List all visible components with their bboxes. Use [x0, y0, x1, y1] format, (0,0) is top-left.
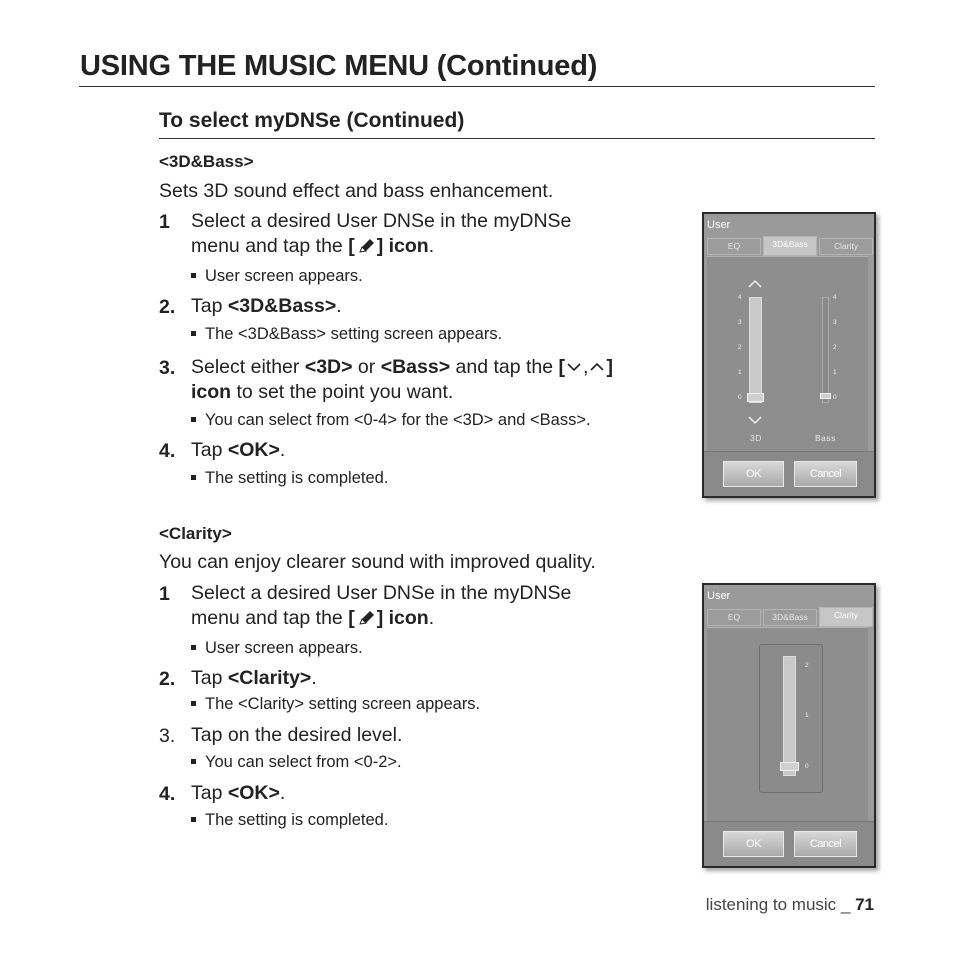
- tab-3dbass[interactable]: 3D&Bass: [763, 609, 817, 626]
- bass3d-step1: [191, 209, 571, 259]
- pen-icon: [355, 607, 377, 629]
- bass3d-step1-line1: Select a desired User DNSe in the myDNSe: [191, 210, 572, 232]
- button-bar: [704, 451, 874, 496]
- bass3d-step3-note: You can select from <0-4> for the <3D> and <Bass>.: [191, 411, 591, 430]
- page-title: USING THE MUSIC MENU (Continued): [80, 50, 598, 82]
- tab-eq[interactable]: EQ: [707, 238, 761, 255]
- bass3d-step1-line2: menu and tap the [ ] icon.: [191, 235, 435, 257]
- tab-bar: [707, 238, 868, 254]
- ok-button[interactable]: OK: [723, 461, 784, 487]
- device-screen-clarity: [702, 583, 876, 868]
- bass-slider-knob[interactable]: [820, 393, 831, 399]
- bass3d-step4-num: 4.: [159, 440, 176, 462]
- 3d-label: 3D: [750, 433, 762, 443]
- bass3d-step2-num: 2.: [159, 296, 176, 318]
- bass-label: Bass: [815, 433, 836, 443]
- cancel-button[interactable]: Cancel: [794, 461, 857, 487]
- cancel-button[interactable]: Cancel: [794, 831, 857, 857]
- clarity-step3: Tap on the desired level.: [191, 724, 403, 746]
- settings-panel: [707, 627, 868, 823]
- settings-panel: [707, 256, 868, 453]
- 3d-tick: 4: [738, 294, 742, 301]
- pen-icon: [355, 235, 377, 257]
- clarity-intro: You can enjoy clearer sound with improved quality.: [159, 551, 596, 573]
- 3d-tick: 2: [738, 344, 742, 351]
- 3d-tick: 3: [738, 319, 742, 326]
- bass-tick: 1: [833, 369, 837, 376]
- bass-tick: 3: [833, 319, 837, 326]
- clarity-step1-num: 1: [159, 583, 170, 605]
- tab-eq[interactable]: EQ: [707, 609, 761, 626]
- clarity-slider-knob[interactable]: [780, 762, 799, 771]
- clarity-step2: Tap <Clarity>.: [191, 667, 317, 689]
- subtitle-rule: [159, 138, 875, 139]
- clarity-step4-num: 4.: [159, 783, 176, 805]
- clarity-slider-track[interactable]: [783, 656, 796, 776]
- clarity-step2-num: 2.: [159, 668, 176, 690]
- page-number: 71: [855, 895, 874, 914]
- section-subtitle: To select myDNSe (Continued): [159, 109, 465, 132]
- bass-tick: 0: [833, 394, 837, 401]
- clarity-step3-note: You can select from <0-2>.: [191, 753, 402, 772]
- bass3d-step2-note: The <3D&Bass> setting screen appears.: [191, 325, 502, 344]
- chevron-up-icon: [588, 356, 606, 378]
- tab-bar: [707, 609, 868, 625]
- bass-tick: 2: [833, 344, 837, 351]
- bass-tick: 4: [833, 294, 837, 301]
- bass3d-step1-note: User screen appears.: [191, 267, 363, 286]
- clarity-step4-note: The setting is completed.: [191, 811, 388, 830]
- bass-slider-track[interactable]: [822, 297, 829, 403]
- ok-button[interactable]: OK: [723, 831, 784, 857]
- clarity-tick: 1: [805, 712, 809, 719]
- clarity-label: <Clarity>: [159, 524, 232, 543]
- clarity-tick: 0: [805, 763, 809, 770]
- clarity-step1: Select a desired User DNSe in the myDNSe menu and tap the [ ] icon.: [191, 582, 572, 629]
- tab-clarity[interactable]: Clarity: [819, 607, 873, 627]
- 3d-tick: 1: [738, 369, 742, 376]
- tab-clarity[interactable]: Clarity: [819, 238, 873, 255]
- bass3d-step4-note: The setting is completed.: [191, 469, 388, 488]
- tab-3dbass[interactable]: 3D&Bass: [763, 236, 817, 256]
- chevron-down-icon: [565, 356, 583, 378]
- 3d-down-arrow-icon[interactable]: [747, 415, 763, 425]
- bass3d-label: <3D&Bass>: [159, 152, 254, 171]
- clarity-step3-num: 3.: [159, 725, 176, 747]
- screen-title: User: [707, 590, 731, 602]
- bass3d-step2: Tap <3D&Bass>.: [191, 295, 342, 317]
- bass3d-step1-num: 1: [159, 211, 170, 233]
- clarity-step4: Tap <OK>.: [191, 782, 286, 804]
- 3d-slider-knob[interactable]: [747, 393, 764, 402]
- screen-title: User: [707, 219, 731, 231]
- clarity-step1-note: User screen appears.: [191, 639, 363, 658]
- device-screen-3dbass: [702, 212, 876, 498]
- clarity-tick: 2: [805, 662, 809, 669]
- 3d-up-arrow-icon[interactable]: [747, 279, 763, 289]
- page-footer: listening to music _ 71: [705, 895, 874, 914]
- 3d-tick: 0: [738, 394, 742, 401]
- bass3d-step3-num: 3.: [159, 357, 176, 379]
- clarity-step2-note: The <Clarity> setting screen appears.: [191, 695, 480, 714]
- button-bar: [704, 821, 874, 866]
- bass3d-step3: Select either <3D> or <Bass> and tap the [ , ] icon to set the point you want.: [191, 356, 613, 403]
- bass3d-intro: Sets 3D sound effect and bass enhancement.: [159, 180, 554, 202]
- bass3d-step4: Tap <OK>.: [191, 439, 286, 461]
- 3d-slider-track[interactable]: [749, 297, 762, 403]
- title-rule: [79, 86, 875, 87]
